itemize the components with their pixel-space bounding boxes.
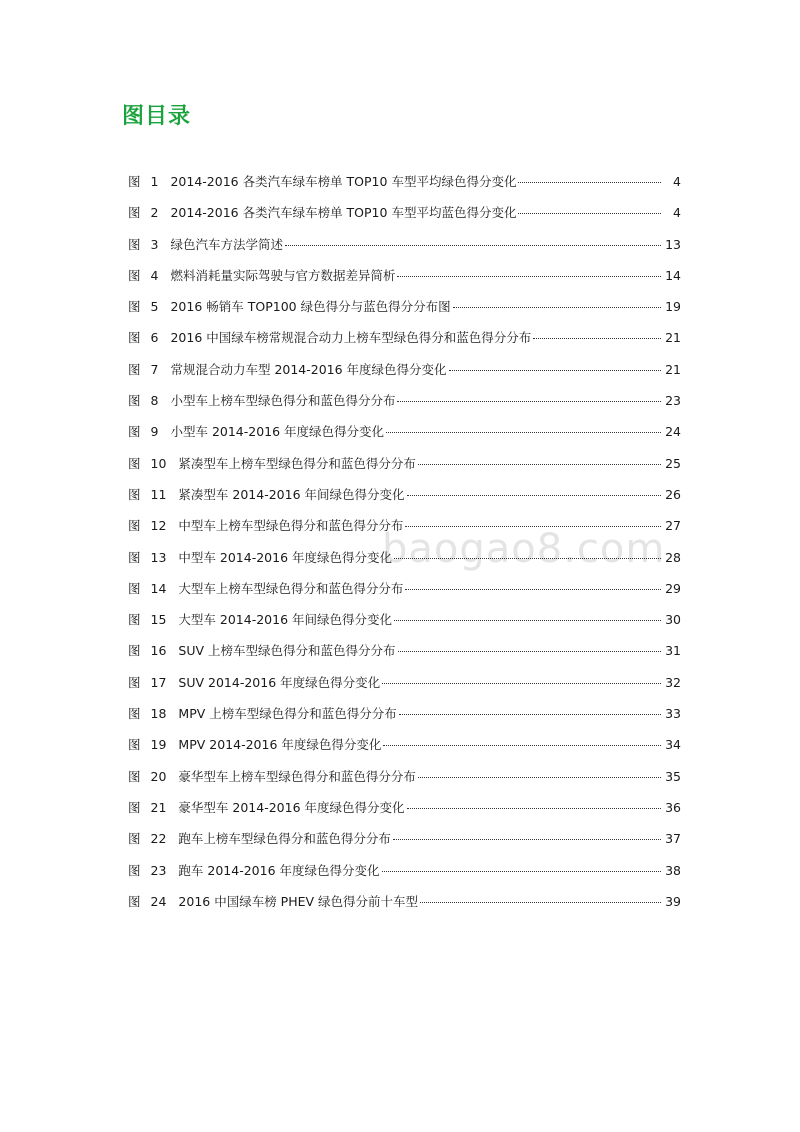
dot-leader xyxy=(407,808,661,809)
figure-number: 5 xyxy=(150,299,159,315)
page-number: 4 xyxy=(673,174,681,189)
dot-leader xyxy=(399,714,661,715)
figure-title: 绿色汽车方法学简述 xyxy=(170,236,283,252)
toc-entry[interactable] xyxy=(128,610,681,641)
figure-label: 图 xyxy=(128,424,141,440)
page-number: 13 xyxy=(665,236,681,252)
figure-title: 大型车上榜车型绿色得分和蓝色得分分布 xyxy=(178,580,404,596)
figure-label: 图 xyxy=(128,361,141,377)
figure-label: 图 xyxy=(128,612,141,628)
figure-number: 8 xyxy=(150,393,159,409)
figure-label: 图 xyxy=(128,831,141,847)
dot-leader xyxy=(397,276,661,277)
dot-leader xyxy=(397,401,661,402)
page-number: 34 xyxy=(665,737,681,753)
dot-leader xyxy=(393,839,661,840)
figure-label: 图 xyxy=(128,674,141,690)
figure-number: 7 xyxy=(150,361,159,377)
toc-entry[interactable] xyxy=(128,235,681,266)
figure-number: 15 xyxy=(150,612,167,628)
toc-entry[interactable] xyxy=(128,673,681,704)
figure-number: 9 xyxy=(150,424,159,440)
dot-leader xyxy=(382,683,661,684)
dot-leader xyxy=(285,245,661,246)
figure-label: 图 xyxy=(128,549,141,565)
figure-title: 燃料消耗量实际驾驶与官方数据差异简析 xyxy=(170,267,396,283)
dot-leader xyxy=(518,182,661,183)
dot-leader xyxy=(394,620,661,621)
figure-label: 图 xyxy=(128,862,141,878)
toc-entry[interactable] xyxy=(128,328,681,359)
figure-number: 6 xyxy=(150,330,159,346)
figure-number: 21 xyxy=(150,799,167,815)
figure-title: 紧凑型车 2014-2016 年间绿色得分变化 xyxy=(178,486,405,502)
figure-label: 图 xyxy=(128,706,141,722)
page-number: 21 xyxy=(665,330,681,346)
figure-title: 豪华型车上榜车型绿色得分和蓝色得分分布 xyxy=(178,768,416,784)
figure-number: 16 xyxy=(150,643,167,659)
figure-title: 2014-2016 各类汽车绿车榜单 TOP10 车型平均蓝色得分变化 xyxy=(170,205,517,221)
figure-label: 图 xyxy=(128,236,141,252)
dot-leader xyxy=(383,745,661,746)
toc-entry[interactable] xyxy=(128,391,681,422)
dot-leader xyxy=(407,495,661,496)
toc-entry[interactable] xyxy=(128,735,681,766)
figure-title: MPV 上榜车型绿色得分和蓝色得分分布 xyxy=(178,706,397,722)
figure-number: 18 xyxy=(150,706,167,722)
dot-leader xyxy=(405,526,661,527)
figure-title: 中型车上榜车型绿色得分和蓝色得分分布 xyxy=(178,518,404,534)
page-number: 4 xyxy=(673,205,681,221)
figure-label: 图 xyxy=(128,330,141,346)
figure-label: 图 xyxy=(128,768,141,784)
dot-leader xyxy=(386,432,661,433)
figure-title: 豪华型车 2014-2016 年度绿色得分变化 xyxy=(178,799,405,815)
dot-leader xyxy=(449,370,661,371)
toc-entry[interactable] xyxy=(128,861,681,892)
figure-number: 19 xyxy=(150,737,167,753)
figure-label: 图 xyxy=(128,393,141,409)
toc-entry[interactable] xyxy=(128,297,681,328)
page-number: 29 xyxy=(665,580,681,596)
page-number: 35 xyxy=(665,768,681,784)
figure-title: 小型车上榜车型绿色得分和蓝色得分分布 xyxy=(170,393,396,409)
dot-leader xyxy=(405,589,661,590)
figure-title: 2016 畅销车 TOP100 绿色得分与蓝色得分分布图 xyxy=(170,299,451,315)
figure-label: 图 xyxy=(128,174,141,189)
figure-number: 13 xyxy=(150,549,167,565)
page-number: 25 xyxy=(665,455,681,471)
page-number: 39 xyxy=(665,893,681,909)
figure-title: 紧凑型车上榜车型绿色得分和蓝色得分分布 xyxy=(178,455,416,471)
page-number: 36 xyxy=(665,799,681,815)
page-number: 33 xyxy=(665,706,681,722)
figure-title: 2016 中国绿车榜 PHEV 绿色得分前十车型 xyxy=(178,893,419,909)
figure-label: 图 xyxy=(128,518,141,534)
dot-leader xyxy=(382,871,661,872)
figure-number: 12 xyxy=(150,518,167,534)
toc-entry[interactable] xyxy=(128,641,681,672)
toc-entry[interactable] xyxy=(128,203,681,234)
figure-number: 17 xyxy=(150,674,167,690)
page-title: 图目录 xyxy=(122,104,192,129)
page-number: 37 xyxy=(665,831,681,847)
figure-title: SUV 上榜车型绿色得分和蓝色得分分布 xyxy=(178,643,396,659)
figure-number: 10 xyxy=(150,455,167,471)
figure-label: 图 xyxy=(128,580,141,596)
figure-label: 图 xyxy=(128,486,141,502)
page-number: 38 xyxy=(665,862,681,878)
figure-label: 图 xyxy=(128,205,141,221)
page-number: 30 xyxy=(665,612,681,628)
dot-leader xyxy=(518,213,661,214)
figure-number: 1 xyxy=(150,174,159,189)
dot-leader xyxy=(418,777,661,778)
figure-number: 23 xyxy=(150,862,167,878)
figure-number: 22 xyxy=(150,831,167,847)
dot-leader xyxy=(418,464,661,465)
figure-number: 2 xyxy=(150,205,159,221)
figure-title: SUV 2014-2016 年度绿色得分变化 xyxy=(178,674,381,690)
toc-entry[interactable] xyxy=(128,548,681,579)
dot-leader xyxy=(533,338,661,339)
page-number: 23 xyxy=(665,393,681,409)
figure-title: 2014-2016 各类汽车绿车榜单 TOP10 车型平均绿色得分变化 xyxy=(170,174,517,189)
toc-entry[interactable] xyxy=(128,579,681,610)
figure-title: 跑车 2014-2016 年度绿色得分变化 xyxy=(178,862,380,878)
toc-entry[interactable] xyxy=(128,172,681,203)
toc-entry[interactable] xyxy=(128,767,681,798)
figure-number: 3 xyxy=(150,236,159,252)
figure-number: 11 xyxy=(150,486,167,502)
page-number: 27 xyxy=(665,518,681,534)
figure-title: MPV 2014-2016 年度绿色得分变化 xyxy=(178,737,382,753)
figure-title: 跑车上榜车型绿色得分和蓝色得分分布 xyxy=(178,831,391,847)
toc-entry[interactable] xyxy=(128,360,681,391)
figure-number: 14 xyxy=(150,580,167,596)
figure-number: 24 xyxy=(150,893,167,909)
figure-title: 常规混合动力车型 2014-2016 年度绿色得分变化 xyxy=(170,361,447,377)
toc-entry[interactable] xyxy=(128,422,681,453)
figure-label: 图 xyxy=(128,737,141,753)
figure-title: 小型车 2014-2016 年度绿色得分变化 xyxy=(170,424,385,440)
dot-leader xyxy=(394,558,661,559)
page-number: 21 xyxy=(665,361,681,377)
dot-leader xyxy=(420,902,661,903)
page-number: 32 xyxy=(665,674,681,690)
page-number: 14 xyxy=(665,267,681,283)
figure-title: 大型车 2014-2016 年间绿色得分变化 xyxy=(178,612,393,628)
page-number: 19 xyxy=(665,299,681,315)
toc-entry[interactable] xyxy=(128,516,681,547)
figure-label: 图 xyxy=(128,799,141,815)
figure-title: 中型车 2014-2016 年度绿色得分变化 xyxy=(178,549,393,565)
figure-list xyxy=(128,172,681,923)
watermark: baogao8.com xyxy=(382,526,666,572)
toc-entry[interactable] xyxy=(128,798,681,829)
page-number: 31 xyxy=(665,643,681,659)
figure-label: 图 xyxy=(128,299,141,315)
figure-label: 图 xyxy=(128,455,141,471)
figure-label: 图 xyxy=(128,267,141,283)
page-number: 28 xyxy=(665,549,681,565)
figure-label: 图 xyxy=(128,893,141,909)
dot-leader xyxy=(398,651,661,652)
dot-leader xyxy=(453,307,661,308)
figure-title: 2016 中国绿车榜常规混合动力上榜车型绿色得分和蓝色得分分布 xyxy=(170,330,532,346)
figure-label: 图 xyxy=(128,643,141,659)
toc-entry[interactable] xyxy=(128,829,681,860)
figure-number: 4 xyxy=(150,267,159,283)
page-number: 26 xyxy=(665,486,681,502)
figure-number: 20 xyxy=(150,768,167,784)
page-number: 24 xyxy=(665,424,681,440)
toc-entry[interactable] xyxy=(128,485,681,516)
toc-entry[interactable] xyxy=(128,704,681,735)
toc-entry[interactable] xyxy=(128,454,681,485)
toc-entry[interactable] xyxy=(128,892,681,923)
toc-entry[interactable] xyxy=(128,266,681,297)
